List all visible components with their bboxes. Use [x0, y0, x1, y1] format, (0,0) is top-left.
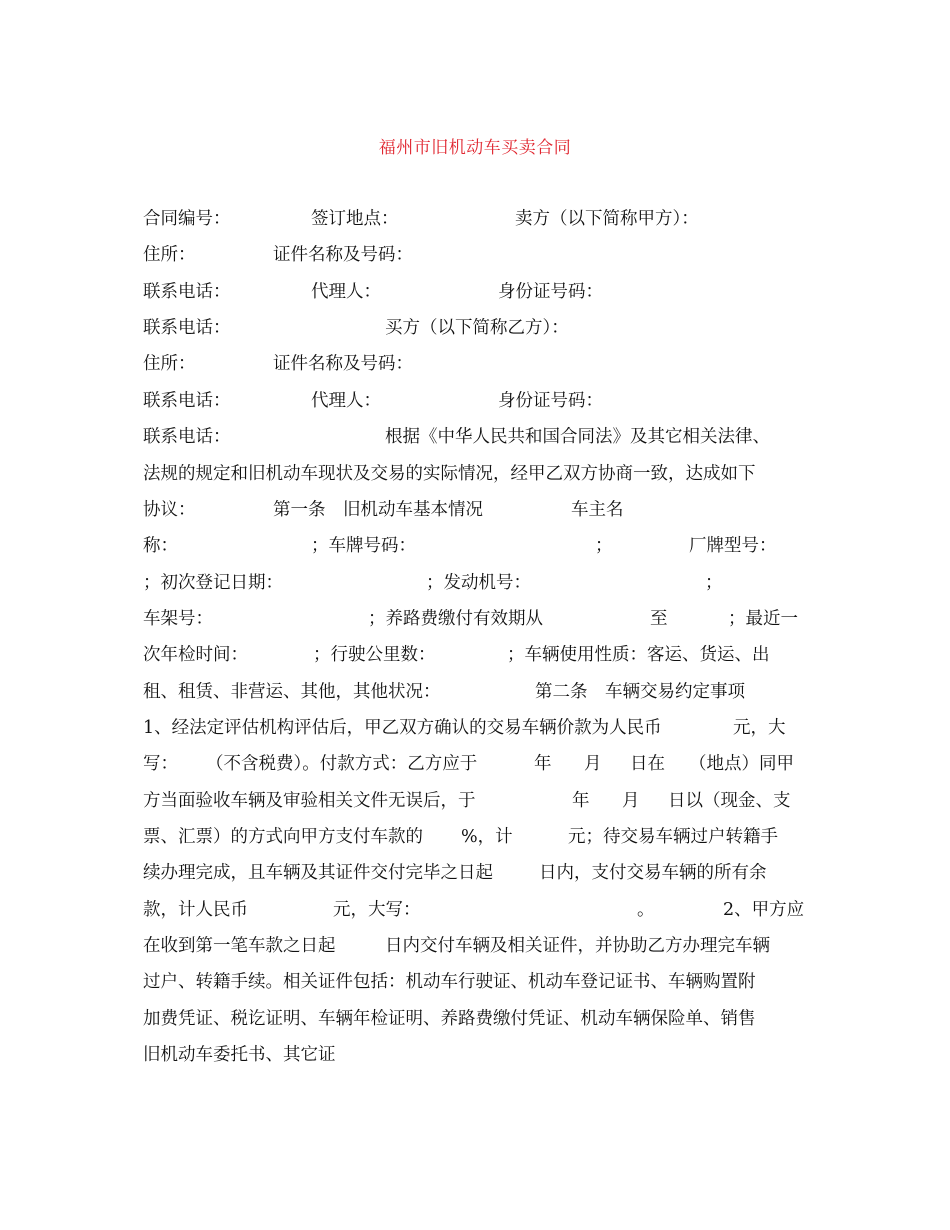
text-segment: 厂牌型号： — [689, 536, 777, 556]
text-line — [143, 860, 808, 886]
text-segment: 元；待交易车辆过户转籍手 — [568, 827, 778, 847]
text-segment: 卖方（以下简称甲方）： — [515, 209, 699, 229]
text-line — [143, 351, 808, 377]
text-segment: （地点）同甲 — [689, 754, 794, 774]
text-segment: 第一条 旧机动车基本情况 — [273, 500, 483, 520]
text-line — [143, 715, 808, 741]
text-segment: 写： — [143, 754, 178, 774]
text-line — [143, 969, 808, 995]
text-segment: 2、甲方应 — [723, 900, 805, 920]
text-segment: 称： — [143, 536, 178, 556]
text-segment: 代理人： — [311, 391, 381, 411]
text-segment: 加费凭证、税讫证明、车辆年检证明、养路费缴付凭证、机动车辆保险单、销售 — [143, 1009, 756, 1029]
text-line — [143, 751, 808, 777]
text-segment: 。 — [637, 900, 655, 920]
text-segment: 旧机动车委托书、其它证 — [143, 1045, 336, 1065]
document-title: 福州市旧机动车买卖合同 — [378, 138, 572, 158]
text-segment: 年 — [534, 754, 552, 774]
text-segment: 住所： — [143, 245, 196, 265]
text-segment: ；车牌号码： — [311, 536, 416, 556]
text-segment: 至 — [650, 609, 668, 629]
text-segment: 元，大 — [733, 718, 786, 738]
text-segment: 证件名称及号码： — [273, 354, 413, 374]
text-segment: 签订地点： — [311, 209, 399, 229]
text-segment: 买方（以下简称乙方）： — [385, 318, 569, 338]
text-segment: ；养路费缴付有效期从 — [368, 609, 543, 629]
text-segment: 根据《中华人民共和国合同法》及其它相关法律、 — [385, 427, 770, 447]
text-segment: 月 — [584, 754, 602, 774]
text-segment: 身份证号码： — [498, 391, 603, 411]
text-line — [143, 388, 808, 414]
text-segment: %，计 — [461, 827, 513, 847]
text-segment: 协议： — [143, 500, 196, 520]
text-segment: 在收到第一笔车款之日起 — [143, 936, 336, 956]
text-line — [143, 1006, 808, 1032]
text-segment: ；行驶公里数： — [313, 645, 436, 665]
text-segment: 第二条 车辆交易约定事项 — [535, 682, 745, 702]
text-line — [143, 897, 808, 923]
text-segment: 身份证号码： — [498, 282, 603, 302]
text-line — [143, 424, 808, 450]
text-segment: 住所： — [143, 354, 196, 374]
text-segment: 联系电话： — [143, 282, 231, 302]
text-line — [143, 242, 808, 268]
text-segment: 次年检时间： — [143, 645, 248, 665]
text-segment: ；发动机号： — [426, 573, 531, 593]
text-line — [143, 933, 808, 959]
text-segment: 续办理完成，且车辆及其证件交付完毕之日起 — [143, 863, 493, 883]
text-segment: 过户、转籍手续。相关证件包括：机动车行驶证、机动车登记证书、车辆购置附 — [143, 972, 756, 992]
text-segment: 合同编号： — [143, 209, 231, 229]
text-line — [143, 279, 808, 305]
text-line — [143, 788, 808, 814]
text-segment: 日在 — [630, 754, 665, 774]
text-segment: 证件名称及号码： — [273, 245, 413, 265]
text-segment: 联系电话： — [143, 427, 231, 447]
text-segment: 车架号： — [143, 609, 213, 629]
text-segment: ；初次登记日期： — [143, 573, 283, 593]
text-segment: 日内交付车辆及相关证件，并协助乙方办理完车辆 — [385, 936, 770, 956]
text-line — [143, 642, 808, 668]
text-line — [143, 679, 808, 705]
text-segment: 日内，支付交易车辆的所有余 — [539, 863, 767, 883]
text-line — [143, 1042, 808, 1068]
text-line — [143, 570, 808, 596]
text-segment: 方当面验收车辆及审验相关文件无误后，于 — [143, 791, 476, 811]
text-segment: ； — [705, 573, 723, 593]
text-line — [143, 315, 808, 341]
text-segment: ； — [595, 536, 613, 556]
text-segment: 法规的规定和旧机动车现状及交易的实际情况，经甲乙双方协商一致，达成如下 — [143, 464, 756, 484]
text-segment: 月 — [622, 791, 640, 811]
text-line — [143, 824, 808, 850]
text-line — [143, 497, 808, 523]
text-segment: ；车辆使用性质：客运、货运、出 — [507, 645, 770, 665]
text-line — [143, 606, 808, 632]
text-segment: ；最近一 — [728, 609, 798, 629]
text-segment: 租、租赁、非营运、其他，其他状况： — [143, 682, 441, 702]
text-line — [143, 533, 808, 559]
text-segment: （不含税费）。付款方式：乙方应于 — [206, 754, 478, 774]
text-segment: 联系电话： — [143, 391, 231, 411]
text-segment: 代理人： — [311, 282, 381, 302]
text-segment: 款，计人民币 — [143, 900, 248, 920]
text-segment: 联系电话： — [143, 318, 231, 338]
text-segment: 日以（现金、支 — [668, 791, 791, 811]
text-segment: 车主名 — [571, 500, 624, 520]
text-segment: 年 — [572, 791, 590, 811]
text-segment: 票、汇票）的方式向甲方支付车款的 — [143, 827, 423, 847]
text-segment: 元，大写： — [333, 900, 421, 920]
text-segment: 1、经法定评估机构评估后，甲乙双方确认的交易车辆价款为人民币 — [143, 718, 662, 738]
text-line — [143, 461, 808, 487]
text-line — [143, 206, 808, 232]
